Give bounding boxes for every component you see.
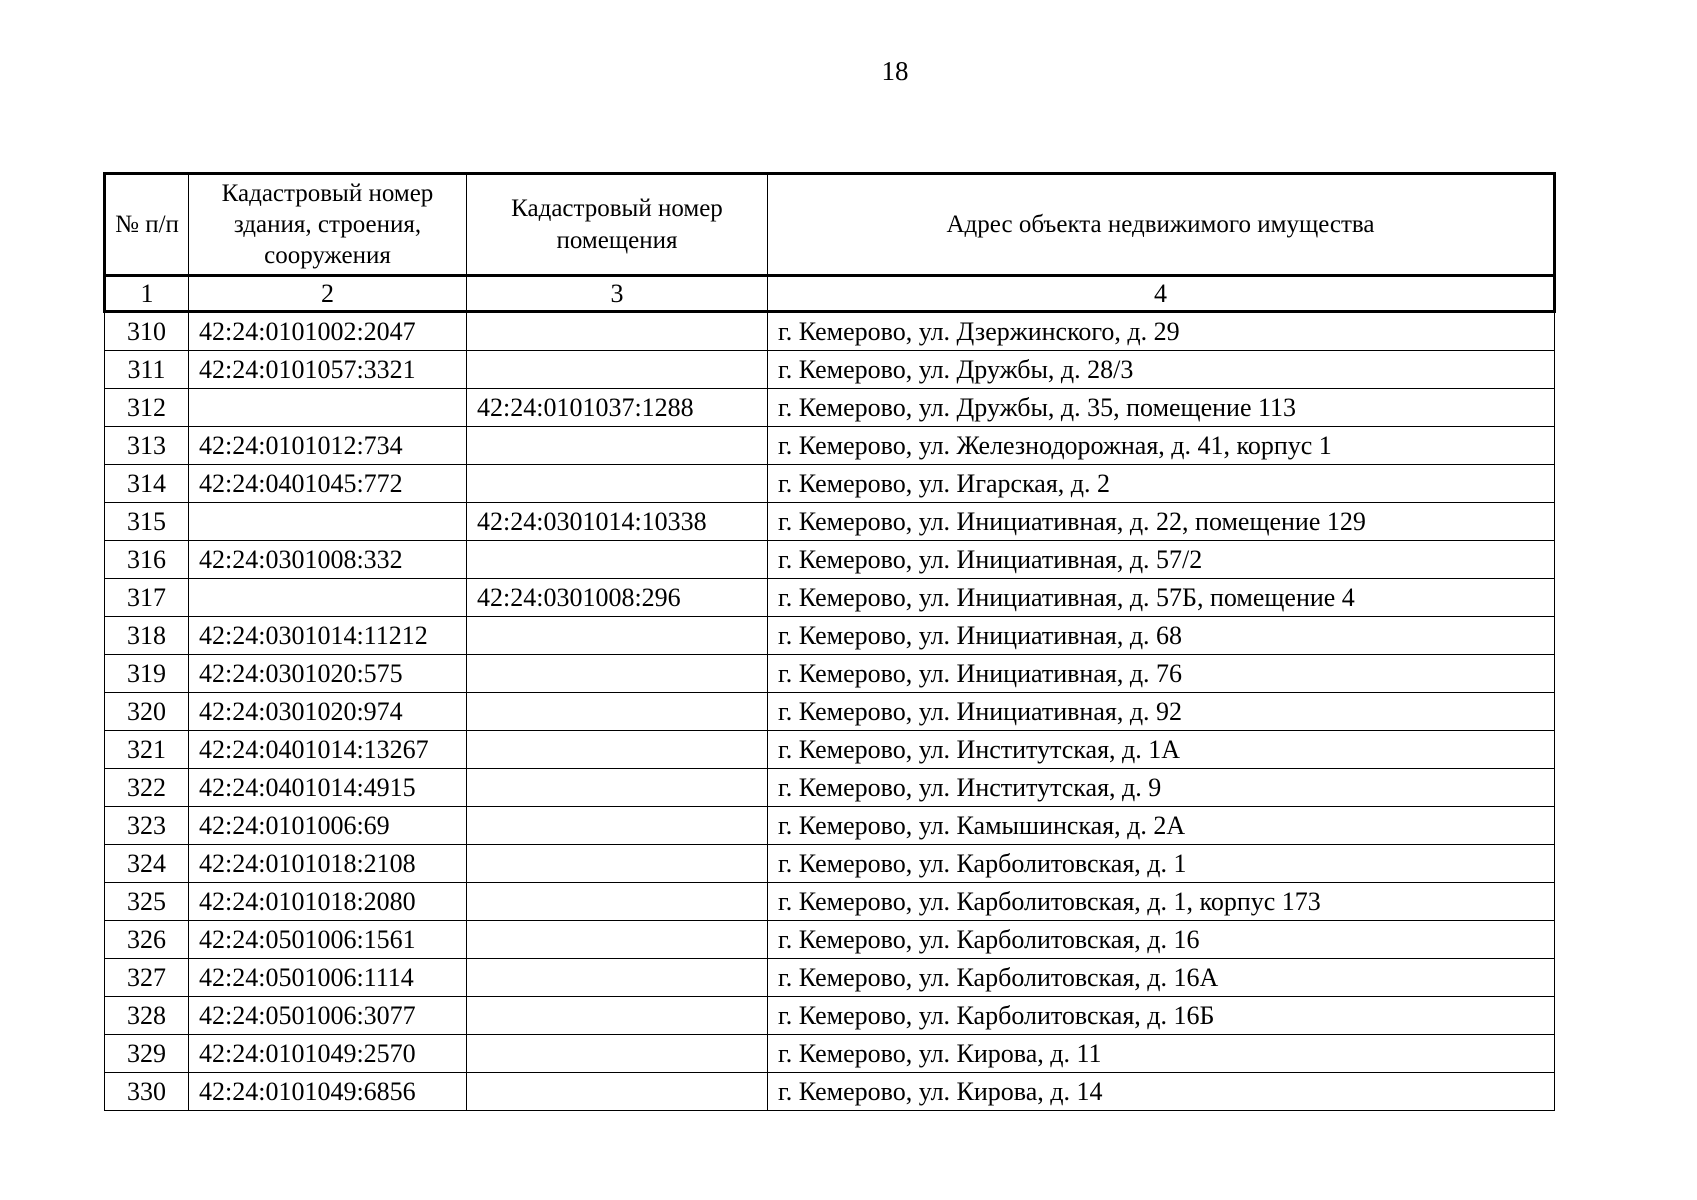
room-cadastral-number-cell [467,997,768,1035]
table-row [105,655,1555,693]
room-cadastral-number-cell [467,1035,768,1073]
building-cadastral-number-cell: 42:24:0101006:69 [189,807,467,845]
row-number-cell: 325 [105,883,189,921]
address-cell: г. Кемерово, ул. Дружбы, д. 35, помещение 113 [768,389,1555,427]
row-number-cell: 316 [105,541,189,579]
address-cell: г. Кемерово, ул. Инициативная, д. 57/2 [768,541,1555,579]
address-cell: г. Кемерово, ул. Камышинская, д. 2А [768,807,1555,845]
table-row [105,769,1555,807]
column-number: 3 [467,276,768,312]
row-number-cell: 319 [105,655,189,693]
room-cadastral-number-cell [467,465,768,503]
room-cadastral-number-cell [467,731,768,769]
address-cell: г. Кемерово, ул. Инициативная, д. 92 [768,693,1555,731]
building-cadastral-number-cell: 42:24:0301014:11212 [189,617,467,655]
address-cell: г. Кемерово, ул. Кирова, д. 14 [768,1073,1555,1111]
address-cell: г. Кемерово, ул. Карболитовская, д. 1 [768,845,1555,883]
address-cell: г. Кемерово, ул. Карболитовская, д. 16Б [768,997,1555,1035]
row-number-cell: 311 [105,351,189,389]
table-row [105,845,1555,883]
building-cadastral-number-cell: 42:24:0101012:734 [189,427,467,465]
building-cadastral-number-cell: 42:24:0401014:13267 [189,731,467,769]
building-cadastral-number-cell [189,503,467,541]
room-cadastral-number-cell [467,693,768,731]
building-cadastral-number-cell: 42:24:0401014:4915 [189,769,467,807]
building-cadastral-number-cell [189,389,467,427]
building-cadastral-number-cell: 42:24:0101002:2047 [189,312,467,351]
table-row [105,731,1555,769]
address-cell: г. Кемерово, ул. Карболитовская, д. 16А [768,959,1555,997]
row-number-cell: 329 [105,1035,189,1073]
address-cell: г. Кемерово, ул. Дзержинского, д. 29 [768,312,1555,351]
building-cadastral-number-cell: 42:24:0101018:2080 [189,883,467,921]
address-cell: г. Кемерово, ул. Инициативная, д. 22, помещение 129 [768,503,1555,541]
address-cell: г. Кемерово, ул. Дружбы, д. 28/3 [768,351,1555,389]
room-cadastral-number-cell: 42:24:0301008:296 [467,579,768,617]
table-row [105,807,1555,845]
row-number-cell: 322 [105,769,189,807]
building-cadastral-number-cell: 42:24:0501006:3077 [189,997,467,1035]
building-cadastral-number-cell: 42:24:0501006:1561 [189,921,467,959]
room-cadastral-number-cell [467,769,768,807]
row-number-cell: 324 [105,845,189,883]
row-number-cell: 313 [105,427,189,465]
table-row [105,921,1555,959]
row-number-cell: 314 [105,465,189,503]
room-cadastral-number-cell [467,655,768,693]
table-row [105,465,1555,503]
room-cadastral-number-cell [467,541,768,579]
row-number-cell: 327 [105,959,189,997]
row-number-cell: 323 [105,807,189,845]
table-row [105,351,1555,389]
room-cadastral-number-cell: 42:24:0101037:1288 [467,389,768,427]
building-cadastral-number-cell: 42:24:0401045:772 [189,465,467,503]
column-numbers-row [105,276,1555,312]
address-cell: г. Кемерово, ул. Институтская, д. 9 [768,769,1555,807]
room-cadastral-number-cell [467,807,768,845]
room-cadastral-number-cell [467,883,768,921]
address-cell: г. Кемерово, ул. Инициативная, д. 68 [768,617,1555,655]
table-row [105,693,1555,731]
row-number-cell: 328 [105,997,189,1035]
address-cell: г. Кемерово, ул. Игарская, д. 2 [768,465,1555,503]
building-cadastral-number-cell: 42:24:0101057:3321 [189,351,467,389]
room-cadastral-number-cell [467,1073,768,1111]
address-cell: г. Кемерово, ул. Карболитовская, д. 1, корпус 173 [768,883,1555,921]
table-row [105,883,1555,921]
table-row [105,579,1555,617]
room-cadastral-number-cell [467,427,768,465]
address-cell: г. Кемерово, ул. Железнодорожная, д. 41, корпус 1 [768,427,1555,465]
page-number: 18 [881,56,909,86]
address-cell: г. Кемерово, ул. Карболитовская, д. 16 [768,921,1555,959]
address-cell: г. Кемерово, ул. Инициативная, д. 76 [768,655,1555,693]
table-row [105,997,1555,1035]
address-cell: г. Кемерово, ул. Инициативная, д. 57Б, помещение 4 [768,579,1555,617]
row-number-cell: 317 [105,579,189,617]
table-row [105,541,1555,579]
building-cadastral-number-cell: 42:24:0101018:2108 [189,845,467,883]
table-row [105,503,1555,541]
room-cadastral-number-cell: 42:24:0301014:10338 [467,503,768,541]
row-number-cell: 320 [105,693,189,731]
building-cadastral-number-cell: 42:24:0301020:974 [189,693,467,731]
table-row [105,617,1555,655]
building-cadastral-number-cell: 42:24:0101049:2570 [189,1035,467,1073]
column-number: 4 [768,276,1555,312]
row-number-cell: 318 [105,617,189,655]
row-number-cell: 310 [105,312,189,351]
header-building-cadastral-number: Кадастровый номер здания, строения, сооружения [189,174,467,276]
table-row [105,389,1555,427]
row-number-cell: 312 [105,389,189,427]
building-cadastral-number-cell: 42:24:0501006:1114 [189,959,467,997]
address-cell: г. Кемерово, ул. Кирова, д. 11 [768,1035,1555,1073]
room-cadastral-number-cell [467,351,768,389]
room-cadastral-number-cell [467,845,768,883]
header-row-number: № п/п [105,174,189,276]
column-number: 2 [189,276,467,312]
table-row [105,427,1555,465]
building-cadastral-number-cell: 42:24:0101049:6856 [189,1073,467,1111]
row-number-cell: 321 [105,731,189,769]
room-cadastral-number-cell [467,312,768,351]
table-row [105,1035,1555,1073]
room-cadastral-number-cell [467,617,768,655]
table-body [105,276,1555,1111]
row-number-cell: 326 [105,921,189,959]
table-header-row [105,174,1555,276]
property-table [103,172,1556,1111]
header-property-address: Адрес объекта недвижимого имущества [768,174,1555,276]
room-cadastral-number-cell [467,921,768,959]
building-cadastral-number-cell [189,579,467,617]
address-cell: г. Кемерово, ул. Институтская, д. 1А [768,731,1555,769]
table-row [105,959,1555,997]
building-cadastral-number-cell: 42:24:0301020:575 [189,655,467,693]
column-number: 1 [105,276,189,312]
header-room-cadastral-number: Кадастровый номер помещения [467,174,768,276]
table-row [105,1073,1555,1111]
row-number-cell: 315 [105,503,189,541]
building-cadastral-number-cell: 42:24:0301008:332 [189,541,467,579]
room-cadastral-number-cell [467,959,768,997]
row-number-cell: 330 [105,1073,189,1111]
table-row [105,312,1555,351]
